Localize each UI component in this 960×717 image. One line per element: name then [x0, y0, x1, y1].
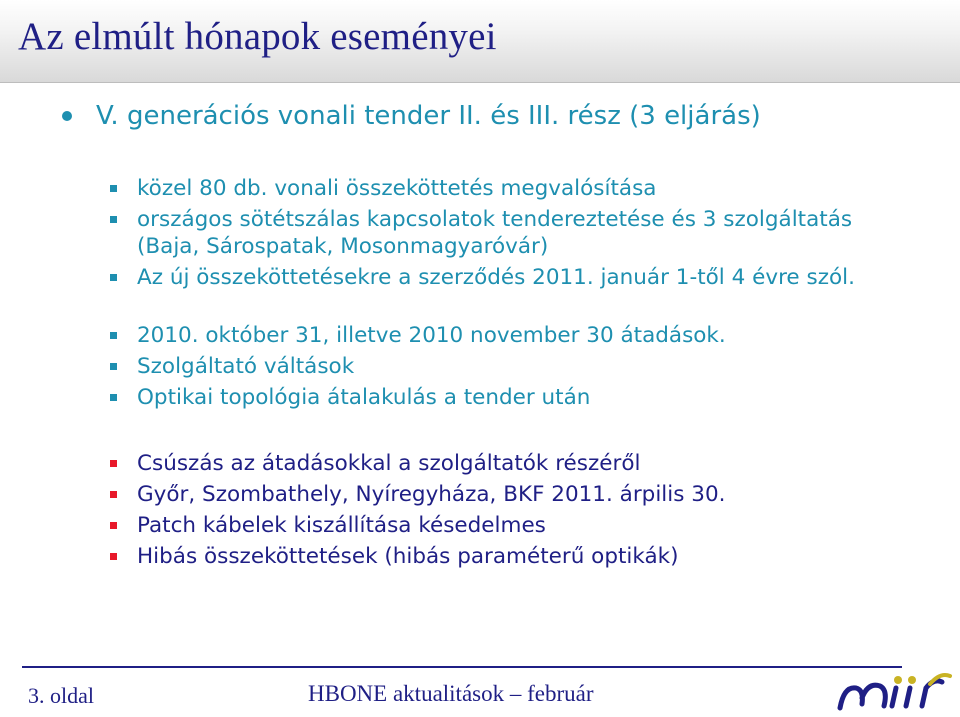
list-item-text: országos sötétszálas kapcsolatok tendereztetése és 3 szolgáltatás (Baja, Sárospatak, Mosonmagyaróvár) — [137, 207, 853, 259]
slide-title: Az elmúlt hónapok eseményei — [18, 15, 497, 58]
footer-title: HBONE aktualitások – február — [308, 681, 594, 706]
square-bullet-icon — [110, 460, 117, 467]
square-bullet-icon — [110, 274, 117, 281]
list-item-text: Csúszás az átadásokkal a szolgáltatók részéről — [137, 451, 641, 476]
list-item-text: Hibás összeköttetések (hibás paraméterű optikák) — [137, 544, 679, 569]
square-bullet-icon — [110, 491, 117, 498]
list-item-text: Optikai topológia átalakulás a tender után — [137, 385, 591, 410]
list-item-text: 2010. október 31, illetve 2010 november 30 átadások. — [137, 323, 726, 348]
square-bullet-icon — [110, 363, 117, 370]
list-item-text: Patch kábelek kiszállítása késedelmes — [137, 513, 546, 538]
title-bar — [0, 0, 960, 83]
list-item-text: közel 80 db. vonali összeköttetés megvalósítása — [137, 176, 657, 201]
list-item-text: Győr, Szombathely, Nyíregyháza, BKF 2011. árpilis 30. — [137, 482, 726, 507]
square-bullet-icon — [110, 553, 117, 560]
square-bullet-icon — [110, 522, 117, 529]
main-bullet-text: V. generációs vonali tender II. és III. rész (3 eljárás) — [96, 101, 761, 131]
list-item-text: Az új összeköttetésekre a szerződés 2011. január 1-től 4 évre szól. — [137, 265, 855, 290]
niif-logo-icon — [834, 668, 954, 716]
page-number: 3. oldal — [28, 683, 94, 708]
square-bullet-icon — [110, 332, 117, 339]
round-bullet-icon — [62, 111, 72, 121]
footer-divider — [22, 666, 902, 668]
list-item-text: Szolgáltató váltások — [137, 354, 355, 379]
square-bullet-icon — [110, 185, 117, 192]
square-bullet-icon — [110, 394, 117, 401]
square-bullet-icon — [110, 216, 117, 223]
